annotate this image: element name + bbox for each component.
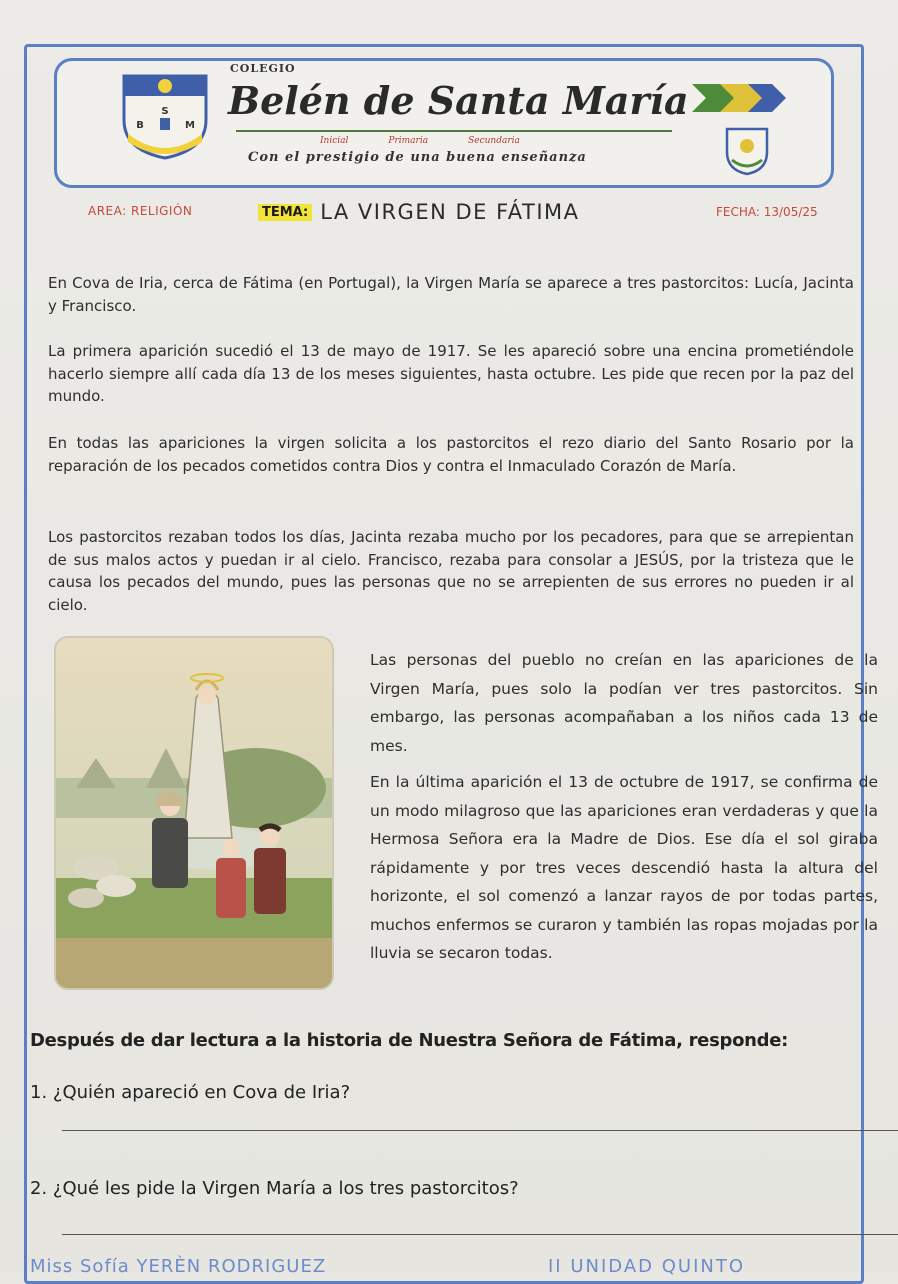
paragraph-1: En Cova de Iria, cerca de Fátima (en Portugal), la Virgen María se aparece a tres pastorcitos: Lucía, Jacinta y Francisco. [48, 274, 854, 315]
level-secundaria: Secundaria [468, 136, 520, 146]
area-label: AREA: RELIGIÓN [88, 204, 193, 218]
secondary-shield-icon [724, 126, 770, 176]
answer-line-1[interactable] [62, 1130, 898, 1131]
question-1: 1. ¿Quién apareció en Cova de Iria? [30, 1082, 351, 1103]
paragraph-4: Los pastorcitos rezaban todos los días, Jacinta rezaba mucho por los pecadores, para que se arrepientan de sus malos actos y puedan ir al cielo. Francisco, rezaba para consolar a JESÚS, por la tristeza que le causa los pecados del mundo, pues las personas que no se arrepienten de sus errores no pueden ir al cielo. [48, 528, 854, 614]
svg-text:S: S [161, 106, 169, 117]
level-inicial: Inicial [320, 136, 349, 146]
header-divider [236, 130, 672, 132]
school-slogan: Con el prestigio de una buena enseñanza [248, 150, 587, 165]
paragraph-5: Las personas del pueblo no creían en las apariciones de la Virgen María, pues solo la podían ver tres pastorcitos. Sin embargo, las personas acompañaban a los niños cada 13 de mes. [370, 651, 878, 755]
topic-heading [258, 200, 580, 224]
topic-tag: TEMA: [258, 204, 312, 221]
teacher-name: Miss Sofía YERÈN RODRIGUEZ [30, 1256, 327, 1277]
svg-text:M: M [185, 120, 195, 131]
apparition-scene-icon [56, 638, 332, 988]
colegio-label: COLEGIO [230, 62, 296, 75]
school-name: Belén de Santa María [228, 78, 689, 123]
date-label: FECHA: 13/05/25 [716, 205, 818, 219]
question-2: 2. ¿Qué les pide la Virgen María a los tres pastorcitos? [30, 1178, 519, 1199]
level-primaria: Primaria [388, 136, 429, 146]
school-crest-icon [118, 70, 212, 160]
svg-text:B: B [136, 120, 144, 131]
answer-line-2[interactable] [62, 1234, 898, 1235]
unit-grade-label: II UNIDAD QUINTO [548, 1256, 746, 1277]
paragraph-3: En todas las apariciones la virgen solicita a los pastorcitos el rezo diario del Santo Rosario por la reparación de los pecados cometidos contra Dios y contra el Inmaculado Corazón de María. [48, 434, 854, 475]
paragraph-2: La primera aparición sucedió el 13 de mayo de 1917. Se les apareció sobre una encina prometiéndole hacerlo siempre allí cada día 13 de los meses siguientes, hasta octubre. Les pide que recen por la paz del mundo. [48, 342, 854, 405]
school-levels [320, 136, 650, 146]
virgin-of-fatima-illustration [54, 636, 334, 990]
paragraph-6: En la última aparición el 13 de octubre de 1917, se confirma de un modo milagroso que las apariciones eran verdaderas y que la Hermosa Señora era la Madre de Dios. Ese día el sol giraba rápidamente y por tres veces descendió hasta la altura del horizonte, el sol comenzó a lanzar rayos de por todas partes, muchos enfermos se curaron y también las ropas mojadas por la lluvia se secaron todas. [370, 773, 878, 962]
level-arrows-icon [692, 82, 786, 114]
topic-title: LA VIRGEN DE FÁTIMA [320, 200, 580, 224]
instruction-text: Después de dar lectura a la historia de Nuestra Señora de Fátima, responde: [30, 1030, 789, 1051]
